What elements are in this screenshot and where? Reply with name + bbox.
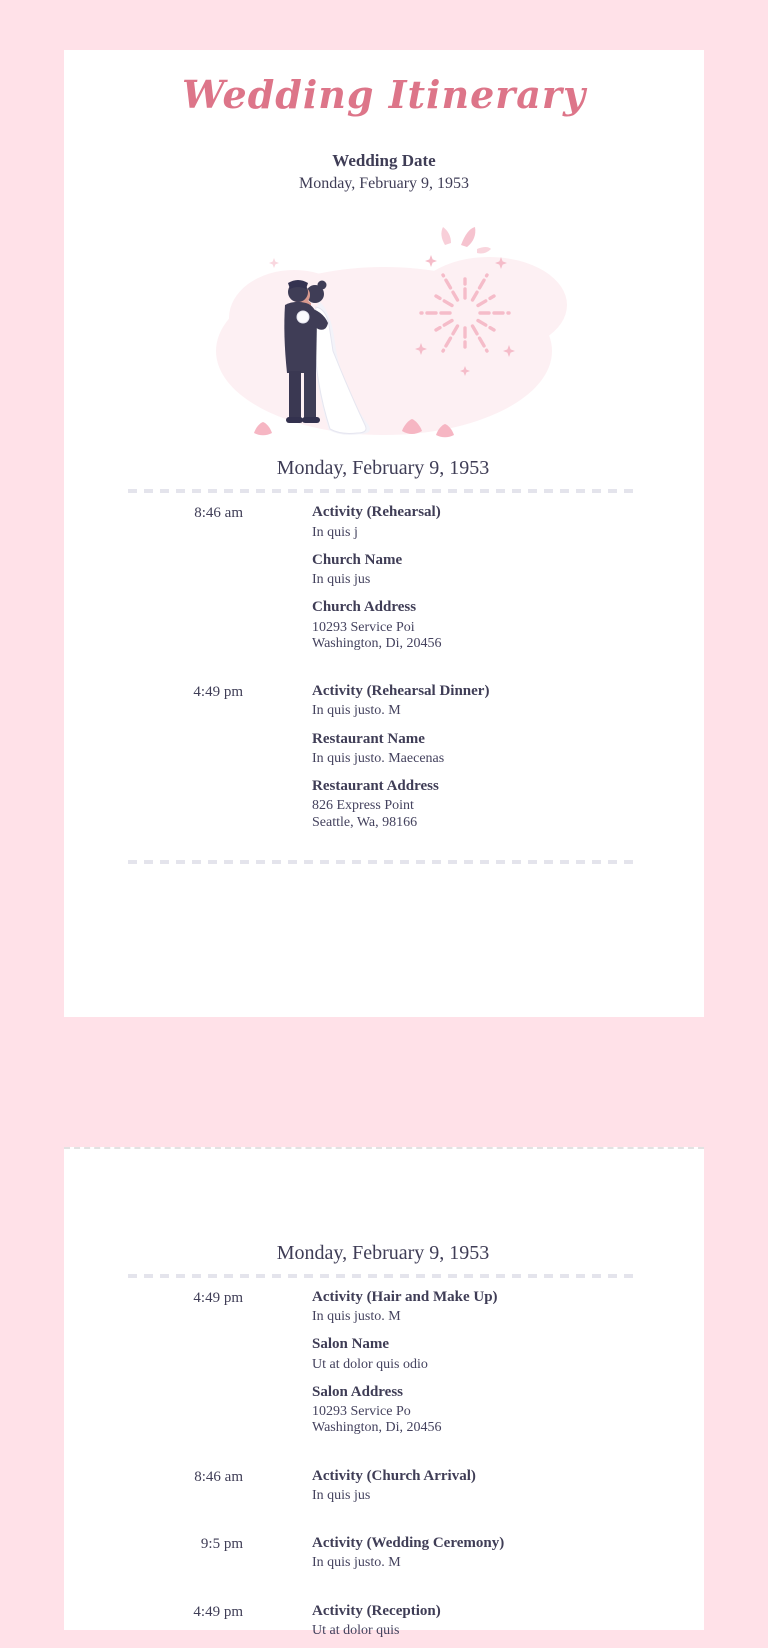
detail-label: Activity (Rehearsal Dinner)	[312, 683, 490, 700]
detail-text: Seattle, Wa, 98166	[312, 814, 418, 830]
detail-text: In quis jus	[312, 1487, 371, 1503]
document-title: Wedding Itinerary	[181, 72, 587, 117]
detail-label: Church Name	[312, 551, 403, 568]
detail-text: Ut at dolor quis odio	[312, 1356, 428, 1372]
blob-background	[216, 257, 567, 435]
schedule-entry	[128, 502, 638, 661]
detail-text: In quis justo. M	[312, 703, 401, 719]
day-heading: Monday, February 9, 1953	[276, 1242, 490, 1264]
detail-block	[312, 502, 638, 540]
detail-text: 10293 Service Po	[312, 1404, 411, 1420]
detail-block	[312, 1287, 638, 1325]
detail-text: In quis jus	[312, 572, 371, 588]
dashed-separator	[128, 489, 638, 493]
detail-label: Salon Address	[312, 1383, 404, 1400]
entry-details	[312, 1601, 638, 1648]
day-heading: Monday, February 9, 1953	[276, 457, 490, 480]
schedule-entry	[128, 1533, 638, 1580]
dashed-separator	[128, 860, 638, 864]
schedule-entries	[128, 502, 638, 839]
detail-text: In quis justo. Maecenas	[312, 750, 445, 766]
wedding-date-value: Monday, February 9, 1953	[298, 174, 470, 192]
detail-text: 10293 Service Poi	[312, 619, 415, 635]
detail-label: Activity (Church Arrival)	[312, 1467, 476, 1484]
entry-time: 4:49 pm	[193, 1603, 243, 1620]
itinerary-page-2	[64, 1147, 704, 1638]
wedding-illustration-svg	[199, 223, 569, 443]
detail-block	[312, 681, 638, 719]
entry-details	[312, 1466, 638, 1513]
entry-details	[312, 681, 638, 840]
detail-label: Church Address	[312, 599, 417, 616]
detail-label: Restaurant Name	[312, 730, 425, 747]
wedding-date-section	[64, 150, 704, 195]
detail-block	[312, 729, 638, 767]
wedding-date-label: Wedding Date	[332, 150, 436, 170]
detail-label: Activity (Rehearsal)	[312, 504, 441, 521]
schedule-entry	[128, 1287, 638, 1446]
leaf-sprig-icon	[441, 227, 491, 254]
schedule-entry	[128, 1466, 638, 1513]
entry-details	[312, 502, 638, 661]
entry-time: 4:49 pm	[193, 684, 243, 701]
schedule-entry	[128, 1601, 638, 1648]
detail-text: In quis justo. M	[312, 1309, 401, 1325]
detail-label: Restaurant Address	[312, 778, 439, 795]
detail-text: Washington, Di, 20456	[312, 635, 442, 651]
detail-label: Activity (Wedding Ceremony)	[312, 1535, 505, 1552]
detail-block	[312, 1334, 638, 1372]
detail-text: Washington, Di, 20456	[312, 1420, 442, 1436]
detail-block	[312, 550, 638, 588]
entry-time: 8:46 am	[194, 1468, 243, 1485]
schedule-entries	[128, 1287, 638, 1648]
detail-block	[312, 597, 638, 652]
detail-block	[312, 1533, 638, 1571]
entry-details	[312, 1533, 638, 1580]
detail-block	[312, 1466, 638, 1504]
detail-text: In quis j	[312, 524, 358, 540]
dashed-separator	[128, 1274, 638, 1278]
entry-time: 8:46 am	[194, 505, 243, 522]
detail-text: Ut at dolor quis	[312, 1622, 400, 1638]
detail-text: In quis justo. M	[312, 1555, 401, 1571]
detail-block	[312, 1382, 638, 1437]
itinerary-page-1	[64, 50, 704, 1017]
detail-label: Activity (Hair and Make Up)	[312, 1289, 498, 1305]
detail-block	[312, 1601, 638, 1639]
schedule-day-1	[64, 455, 704, 863]
detail-block	[312, 776, 638, 831]
detail-label: Activity (Reception)	[312, 1602, 441, 1619]
entry-details	[312, 1287, 638, 1446]
detail-text: 826 Express Point	[312, 798, 414, 814]
entry-time: 9:5 pm	[200, 1536, 243, 1553]
entry-time: 4:49 pm	[193, 1290, 243, 1306]
detail-label: Salon Name	[312, 1336, 390, 1353]
bride-groom-fireworks-illustration	[199, 223, 569, 443]
schedule-day-2	[64, 1240, 704, 1648]
schedule-entry	[128, 681, 638, 840]
